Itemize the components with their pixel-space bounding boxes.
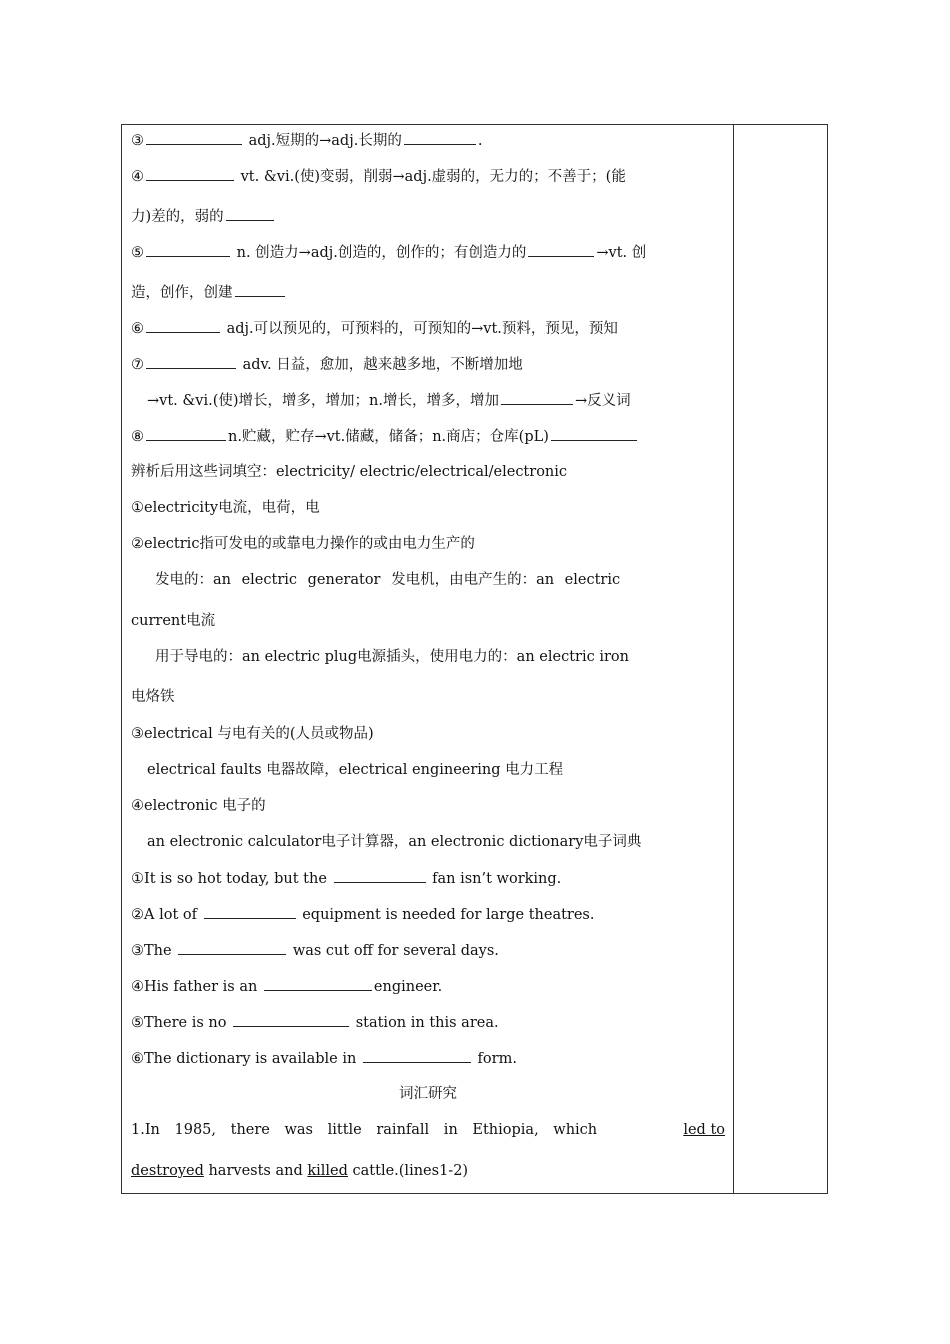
answer-blank[interactable] — [146, 354, 236, 369]
answer-blank[interactable] — [146, 426, 226, 441]
example-electric-2-cont: 电烙铁 — [131, 689, 175, 705]
answer-blank[interactable] — [233, 1012, 349, 1027]
exercise-5: ⑤There is no station in this area. — [131, 1012, 499, 1033]
answer-blank[interactable] — [264, 976, 372, 991]
vocab-item-7: ⑦ adv. 日益，愈加，越来越多地，不断增加地 — [131, 354, 523, 375]
answer-blank[interactable] — [501, 390, 573, 405]
vocab-item-5: ⑤ n. 创造力→adj.创造的，创作的；有创造力的 →vt. 创 — [131, 242, 646, 263]
definition-electrical: ③electrical 与电有关的(人员或物品) — [131, 726, 374, 742]
exercise-6: ⑥The dictionary is available in form. — [131, 1048, 517, 1069]
vocab-item-7-cont: →vt. &vi.(使)增长，增多，增加；n.增长，增多，增加 →反义词 — [147, 390, 631, 411]
example-electric-1: 发电的：an electric generator 发电机，由电产生的：an electric — [155, 572, 621, 588]
answer-blank[interactable] — [178, 940, 286, 955]
answer-blank[interactable] — [146, 130, 242, 145]
vocab-item-5-cont: 造，创作，创建 — [131, 282, 287, 303]
vocab-item-6: ⑥ adj.可以预见的，可预料的，可预知的→vt.预料，预见，预知 — [131, 318, 618, 339]
example-electronic: an electronic calculator电子计算器，an electronic dictionary电子词典 — [147, 834, 642, 850]
answer-blank[interactable] — [146, 166, 234, 181]
answer-blank[interactable] — [146, 318, 220, 333]
definition-electronic: ④electronic 电子的 — [131, 798, 266, 814]
vocab-item-4-cont: 力)差的，弱的 — [131, 206, 276, 227]
definition-electric: ②electric指可发电的或靠电力操作的或由电力生产的 — [131, 536, 475, 552]
answer-blank[interactable] — [528, 242, 594, 257]
example-electrical: electrical faults 电器故障，electrical engineering 电力工程 — [147, 762, 564, 778]
exercise-4: ④His father is an engineer. — [131, 976, 442, 997]
exercise-3: ③The was cut off for several days. — [131, 940, 499, 961]
vocab-item-3: ③ adj.短期的→adj.长期的 . — [131, 130, 482, 151]
example-electric-1-cont: current电流 — [131, 613, 216, 629]
answer-blank[interactable] — [404, 130, 476, 145]
answer-blank[interactable] — [551, 426, 637, 441]
exercise-2: ②A lot of equipment is needed for large theatres. — [131, 904, 594, 925]
answer-blank[interactable] — [146, 242, 230, 257]
answer-blank[interactable] — [226, 206, 274, 221]
answer-blank[interactable] — [204, 904, 296, 919]
research-sentence-1-cont: destroyed harvests and killed cattle.(lines1-2) — [131, 1163, 469, 1179]
example-electric-2: 用于导电的：an electric plug电源插头，使用电力的：an electric iron — [155, 649, 629, 665]
answer-blank[interactable] — [235, 282, 285, 297]
research-sentence-1: 1.In 1985, there was little rainfall in Ethiopia, which led to — [131, 1122, 725, 1138]
exercise-1: ①It is so hot today, but the fan isn’t working. — [131, 868, 561, 889]
vocab-item-4: ④ vt. &vi.(使)变弱，削弱→adj.虚弱的，无力的；不善于；(能 — [131, 166, 626, 187]
column-divider — [733, 124, 734, 1194]
answer-blank[interactable] — [363, 1048, 471, 1063]
discrimination-heading: 辨析后用这些词填空：electricity/ electric/electrical/electronic — [131, 464, 568, 480]
section-title: 词汇研究 — [399, 1086, 457, 1102]
answer-blank[interactable] — [334, 868, 426, 883]
definition-electricity: ①electricity电流，电荷，电 — [131, 500, 320, 516]
vocab-item-8: ⑧ n.贮藏，贮存→vt.储藏，储备；n.商店；仓库(pL) — [131, 426, 639, 447]
